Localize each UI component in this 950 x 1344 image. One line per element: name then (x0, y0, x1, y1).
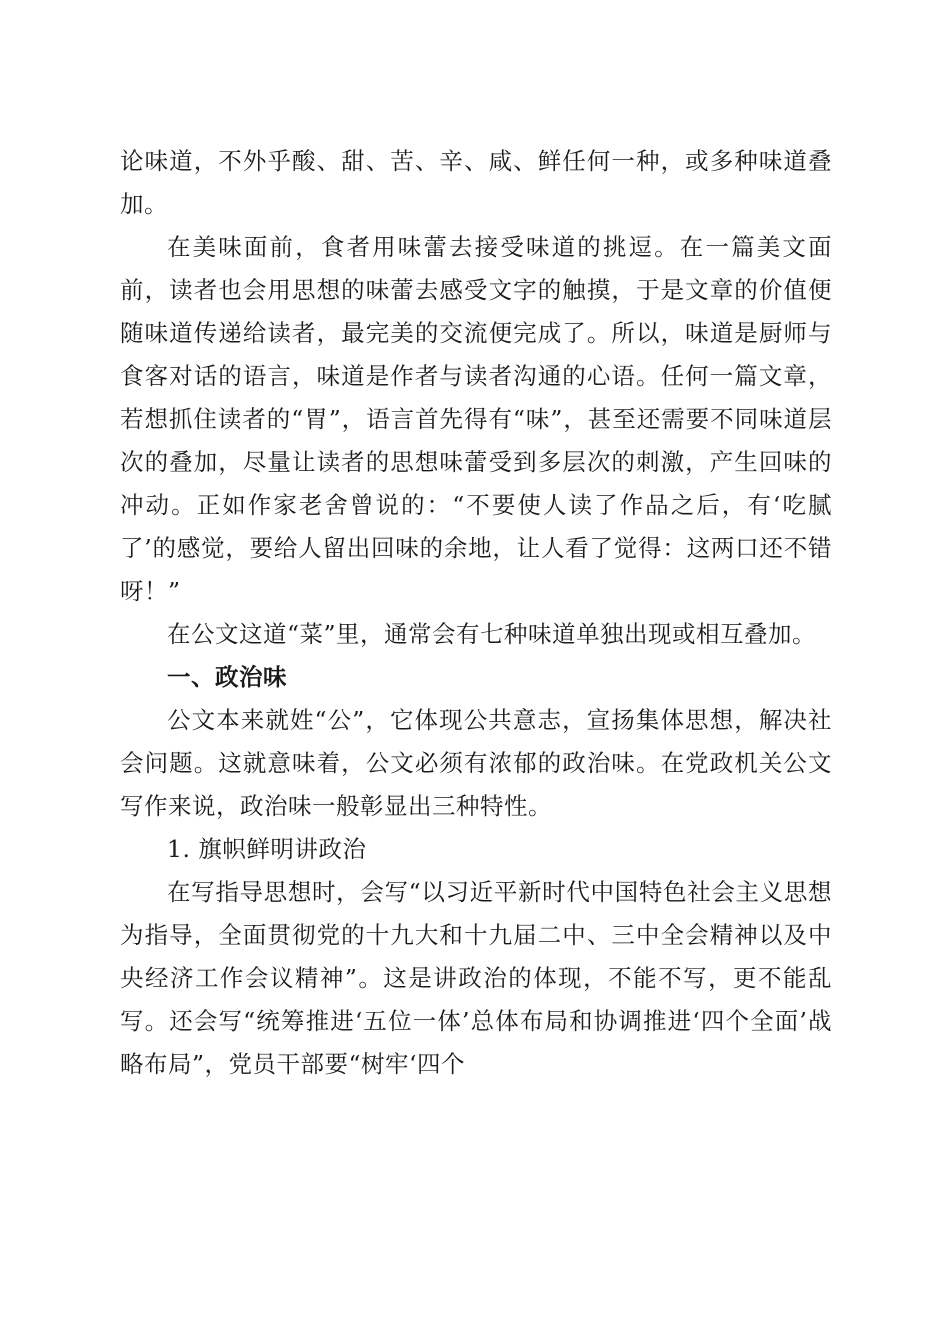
paragraph-seven-flavors: 在公文这道“菜”里，通常会有七种味道单独出现或相互叠加。 (167, 620, 817, 648)
paragraph-political-intro: 公文本来就姓“公”，它体现公共意志，宣扬集体思想，解决社会问题。这就意味着，公文必须有浓郁的政治味。在党政机关公文写作来说，政治味一般彰显出三种特性。 (120, 706, 832, 820)
section-heading-political-flavor: 一、政治味 (167, 663, 287, 691)
document-body (120, 140, 832, 1086)
paragraph-continuation: 论味道，不外乎酸、甜、苦、辛、咸、鲜任何一种，或多种味道叠加。 (120, 147, 832, 218)
subheading-banner-politics: 1. 旗帜鲜明讲政治 (167, 835, 367, 863)
paragraph-guiding-thought: 在写指导思想时，会写“以习近平新时代中国特色社会主义思想为指导，全面贯彻党的十九大和十九届二中、三中全会精神以及中央经济工作会议精神”。这是讲政治的体现，不能不写，更不能乱写。还会写“统筹推进‘五位一体’总体布局和协调推进‘四个全面’战略布局”，党员干部要“树牢‘四个 (120, 878, 832, 1078)
paragraph-taste-and-reader: 在美味面前，食者用味蕾去接受味道的挑逗。在一篇美文面前，读者也会用思想的味蕾去感受文字的触摸，于是文章的价值便随味道传递给读者，最完美的交流便完成了。所以，味道是厨师与食客对话的语言，味道是作者与读者沟通的心语。任何一篇文章，若想抓住读者的“胃”，语言首先得有“味”，甚至还需要不同味道层次的叠加，尽量让读者的思想味蕾受到多层次的刺激，产生回味的冲动。正如作家老舍曾说的：“不要使人读了作品之后，有‘吃腻了’的感觉，要给人留出回味的余地，让人看了觉得：这两口还不错呀！” (120, 233, 832, 605)
